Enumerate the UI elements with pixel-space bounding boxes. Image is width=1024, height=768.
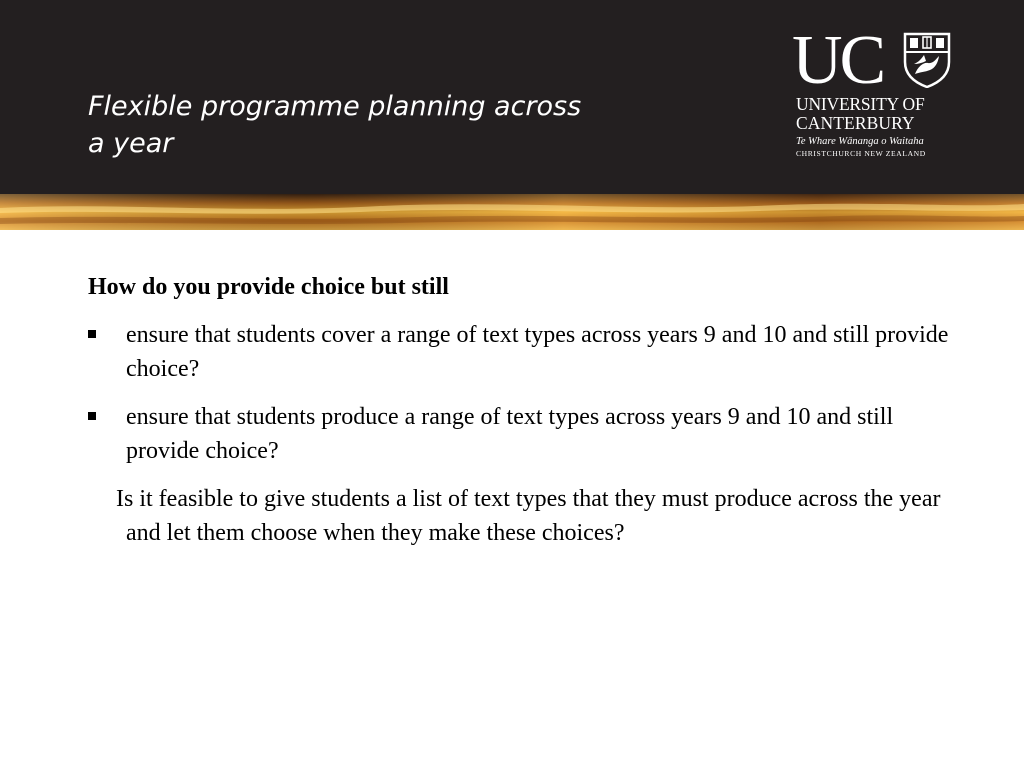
slide-title-line-1: Flexible programme planning across: [88, 91, 582, 122]
logo-mark: UC: [792, 22, 884, 99]
bullet-text: ensure that students produce a range of text types across years 9 and 10 and still provide choice?: [126, 404, 894, 464]
closing-question: Is it feasible to give students a list of text types that they must produce across the year and let them choose when they make these choices?: [116, 486, 941, 546]
bullet-item: [88, 400, 968, 468]
university-logo: [790, 22, 960, 160]
bullet-item: [88, 318, 968, 386]
bullet-list: [88, 318, 968, 468]
sunset-band: [0, 194, 1024, 230]
bullet-text: ensure that students cover a range of text types across years 9 and 10 and still provide choice?: [126, 322, 949, 382]
square-bullet-icon: [88, 412, 96, 420]
slide-title-line-2: a year: [88, 128, 174, 159]
logo-location: CHRISTCHURCH NEW ZEALAND: [796, 149, 926, 158]
body-heading: How do you provide choice but still: [88, 274, 449, 300]
logo-canterbury: CANTERBURY: [796, 113, 915, 133]
slide-header: [0, 0, 1024, 194]
crest-icon: [902, 32, 952, 88]
square-bullet-icon: [88, 330, 96, 338]
slide-body: [88, 270, 968, 550]
logo-university-of: UNIVERSITY OF: [796, 94, 925, 114]
slide-title: [88, 88, 688, 162]
logo-maori-name: Te Whare Wānanga o Waitaha: [796, 136, 924, 147]
